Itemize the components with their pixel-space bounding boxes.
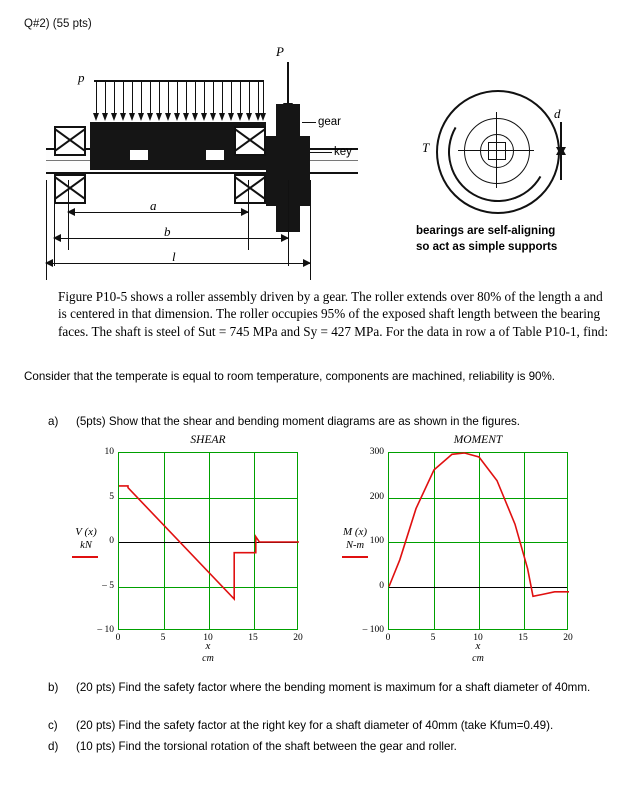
x-tick-label: 10 bbox=[473, 633, 483, 643]
item-c-letter: c) bbox=[48, 719, 58, 732]
moment-diagram bbox=[342, 434, 573, 664]
gear-label: gear bbox=[318, 116, 342, 128]
y-tick-label: – 10 bbox=[97, 625, 114, 635]
section-vertical-centerline bbox=[496, 112, 497, 188]
bearing-left-top bbox=[54, 126, 86, 156]
dimension-line-a bbox=[68, 212, 248, 213]
shear-legend-swatch bbox=[72, 556, 98, 558]
key-label: key bbox=[334, 146, 352, 158]
x-tick-label: 20 bbox=[293, 633, 303, 643]
item-d-letter: d) bbox=[48, 740, 59, 753]
item-d-text: (10 pts) Find the torsional rotation of the shaft between the gear and roller. bbox=[76, 740, 457, 753]
figure-caption: Figure P10-5 shows a roller assembly driven by a gear. The roller extends over 80% of the length a and is centered in that dimension. The roller occupies 95% of the exposed shaft length between the bearing faces. The shaft is steel of Sut = 745 MPa and Sy = 427 MPa. For the data in row a of Table P10-1, find: bbox=[58, 289, 609, 339]
section-key-square bbox=[488, 142, 506, 160]
shear-x-unit: cm bbox=[202, 652, 214, 664]
shaft-outline-bottom bbox=[46, 172, 358, 174]
cross-section-drawing bbox=[414, 88, 604, 218]
x-tick-label: 10 bbox=[203, 633, 213, 643]
y-tick-label: 100 bbox=[369, 536, 384, 546]
bearing-right-bottom bbox=[234, 174, 266, 204]
dimension-line-l bbox=[46, 263, 310, 264]
item-c-text: (20 pts) Find the safety factor at the right key for a shaft diameter of 40mm (take Kfum=0.49). bbox=[76, 719, 554, 732]
moment-x-unit: cm bbox=[472, 652, 484, 664]
item-a-text: (5pts) Show that the shear and bending moment diagrams are as shown in the figures. bbox=[76, 415, 521, 428]
distributed-load-arrows bbox=[94, 80, 264, 122]
bearing-note-line1: bearings are self-aligning bbox=[416, 225, 556, 237]
shaft-assembly-drawing bbox=[38, 40, 368, 280]
moment-title: MOMENT bbox=[453, 434, 503, 446]
figure-p10-5 bbox=[28, 40, 618, 280]
moment-y-label: M (x) N-m bbox=[328, 526, 382, 551]
dimension-a-label: a bbox=[150, 198, 157, 213]
x-tick-label: 20 bbox=[563, 633, 573, 643]
moment-y-unit: N-m bbox=[345, 540, 365, 551]
diameter-label: d bbox=[554, 106, 561, 121]
item-b-letter: b) bbox=[48, 681, 59, 694]
item-b bbox=[48, 680, 618, 697]
moment-x-label: x cm bbox=[452, 640, 504, 664]
bearing-left-bottom bbox=[54, 174, 86, 204]
shear-y-unit: kN bbox=[80, 540, 92, 551]
shear-title: SHEAR bbox=[190, 434, 226, 446]
torque-label: T bbox=[422, 140, 430, 155]
consider-note: Consider that the temperate is equal to room temperature, components are machined, reliability is 90%. bbox=[24, 370, 556, 383]
diameter-arrow-down bbox=[560, 122, 562, 148]
item-b-text: (20 pts) Find the safety factor where the bending moment is maximum for a shaft diameter of 40mm. bbox=[76, 681, 591, 694]
x-tick-label: 15 bbox=[518, 633, 528, 643]
x-tick-label: 5 bbox=[160, 633, 166, 643]
point-load-label: P bbox=[276, 44, 284, 59]
y-tick-label: – 5 bbox=[102, 580, 114, 591]
y-tick-label: 200 bbox=[369, 491, 384, 502]
item-d bbox=[48, 739, 618, 756]
dimension-line-b bbox=[54, 238, 288, 239]
question-header: Q#2) (55 pts) bbox=[24, 18, 92, 30]
diameter-arrow-up bbox=[560, 154, 562, 180]
item-a-letter: a) bbox=[48, 415, 59, 428]
distributed-load-label: p bbox=[78, 70, 85, 85]
data-curve bbox=[389, 453, 569, 631]
bearing-note-line2: so act as simple supports bbox=[416, 240, 558, 253]
x-tick-label: 5 bbox=[430, 633, 436, 643]
y-tick-label: 300 bbox=[369, 447, 384, 457]
moment-plot-area bbox=[388, 452, 568, 630]
dimension-b-label: b bbox=[164, 224, 171, 239]
bearing-right-top bbox=[234, 126, 266, 156]
x-tick-label: 0 bbox=[385, 633, 391, 643]
moment-legend-swatch bbox=[342, 556, 368, 558]
y-tick-label: 0 bbox=[379, 580, 384, 591]
y-tick-label: 10 bbox=[104, 447, 114, 457]
item-c bbox=[48, 718, 618, 735]
shear-y-label: V (x) kN bbox=[60, 526, 112, 551]
shear-diagram bbox=[75, 434, 303, 664]
x-tick-label: 0 bbox=[115, 633, 121, 643]
y-tick-label: – 100 bbox=[362, 625, 384, 635]
dimension-l-label: l bbox=[172, 249, 176, 264]
y-tick-label: 0 bbox=[109, 536, 114, 546]
point-load-arrow bbox=[287, 62, 289, 104]
y-tick-label: 5 bbox=[109, 491, 114, 502]
shear-x-label: x cm bbox=[182, 640, 234, 664]
shear-plot-area bbox=[118, 452, 298, 630]
data-curve bbox=[119, 453, 299, 631]
bearing-note bbox=[416, 224, 557, 255]
x-tick-label: 15 bbox=[248, 633, 258, 643]
